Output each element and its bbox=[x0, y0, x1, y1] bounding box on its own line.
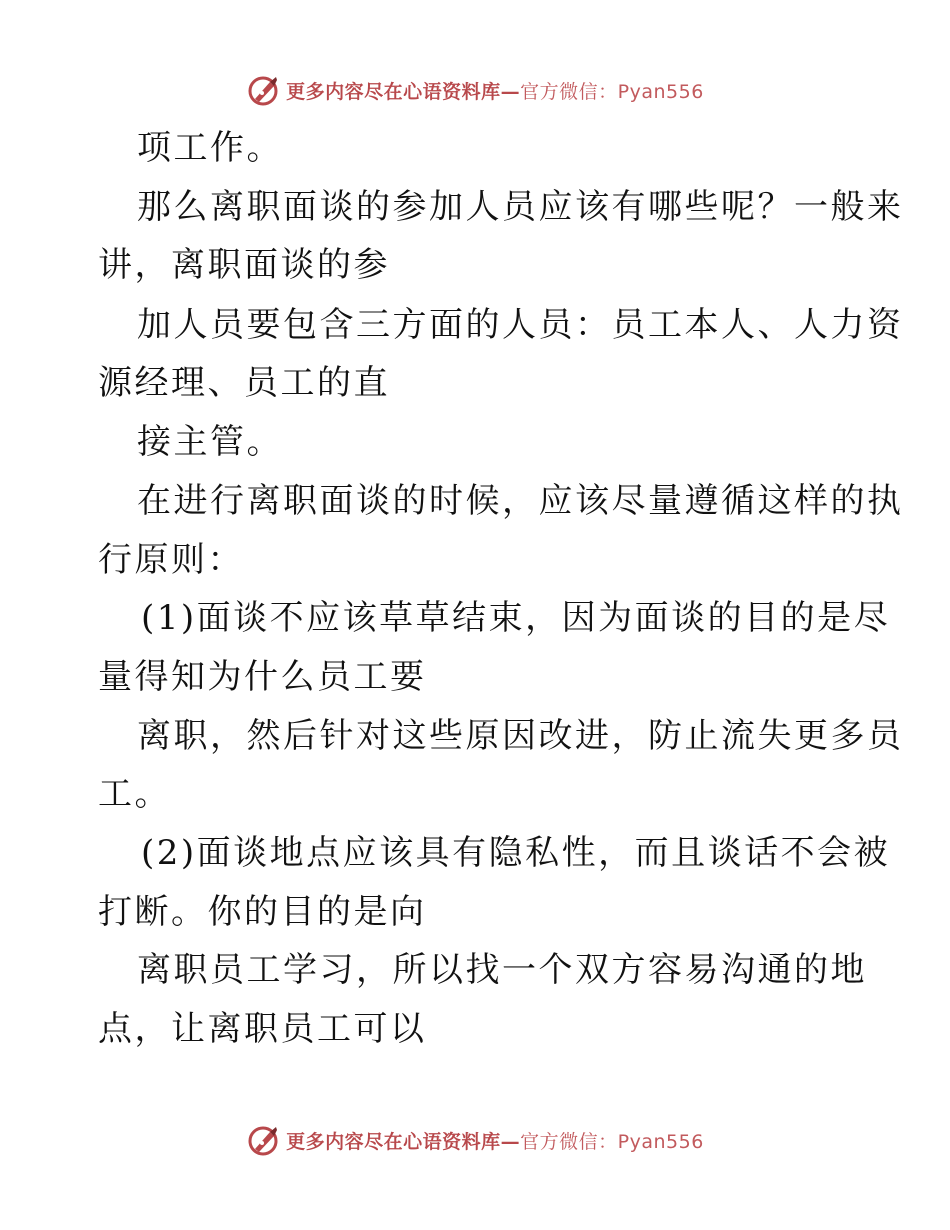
footer-wechat-text: 官方微信：Pyan556 bbox=[520, 1130, 704, 1153]
text-line: (1)面谈不应该草草结束，因为面谈的目的是尽 bbox=[141, 598, 891, 638]
header-dash: — bbox=[500, 80, 521, 103]
footer-dash: — bbox=[500, 1130, 521, 1153]
header-banner bbox=[0, 72, 950, 108]
text-line: 离职员工学习，所以找一个双方容易沟通的地 bbox=[137, 950, 867, 990]
text-line: 在进行离职面谈的时候，应该尽量遵循这样的执 bbox=[137, 481, 904, 521]
text-line: 离职，然后针对这些原因改进，防止流失更多员 bbox=[137, 716, 904, 756]
text-line: 那么离职面谈的参加人员应该有哪些呢？一般来 bbox=[137, 187, 904, 227]
pen-nib-logo-icon bbox=[246, 1123, 280, 1157]
header-wechat-text: 官方微信：Pyan556 bbox=[520, 80, 704, 103]
text-line: 讲，离职面谈的参 bbox=[98, 245, 390, 285]
footer-banner bbox=[0, 1122, 950, 1158]
text-line: 行原则： bbox=[98, 540, 244, 580]
text-line: 项工作。 bbox=[137, 128, 283, 168]
header-site-text: 更多内容尽在心语资料库 bbox=[286, 80, 501, 103]
text-line: 打断。你的目的是向 bbox=[98, 892, 427, 932]
text-line: (2)面谈地点应该具有隐私性，而且谈话不会被 bbox=[141, 833, 891, 873]
text-line: 加人员要包含三方面的人员：员工本人、人力资 bbox=[137, 305, 904, 345]
text-line: 源经理、员工的直 bbox=[98, 363, 390, 403]
text-line: 点，让离职员工可以 bbox=[98, 1009, 427, 1049]
text-line: 量得知为什么员工要 bbox=[98, 657, 427, 697]
pen-nib-logo-icon bbox=[246, 73, 280, 107]
text-line: 接主管。 bbox=[137, 422, 283, 462]
header-text bbox=[286, 77, 704, 104]
footer-text bbox=[286, 1127, 704, 1154]
footer-site-text: 更多内容尽在心语资料库 bbox=[286, 1130, 501, 1153]
text-line: 工。 bbox=[98, 774, 171, 814]
